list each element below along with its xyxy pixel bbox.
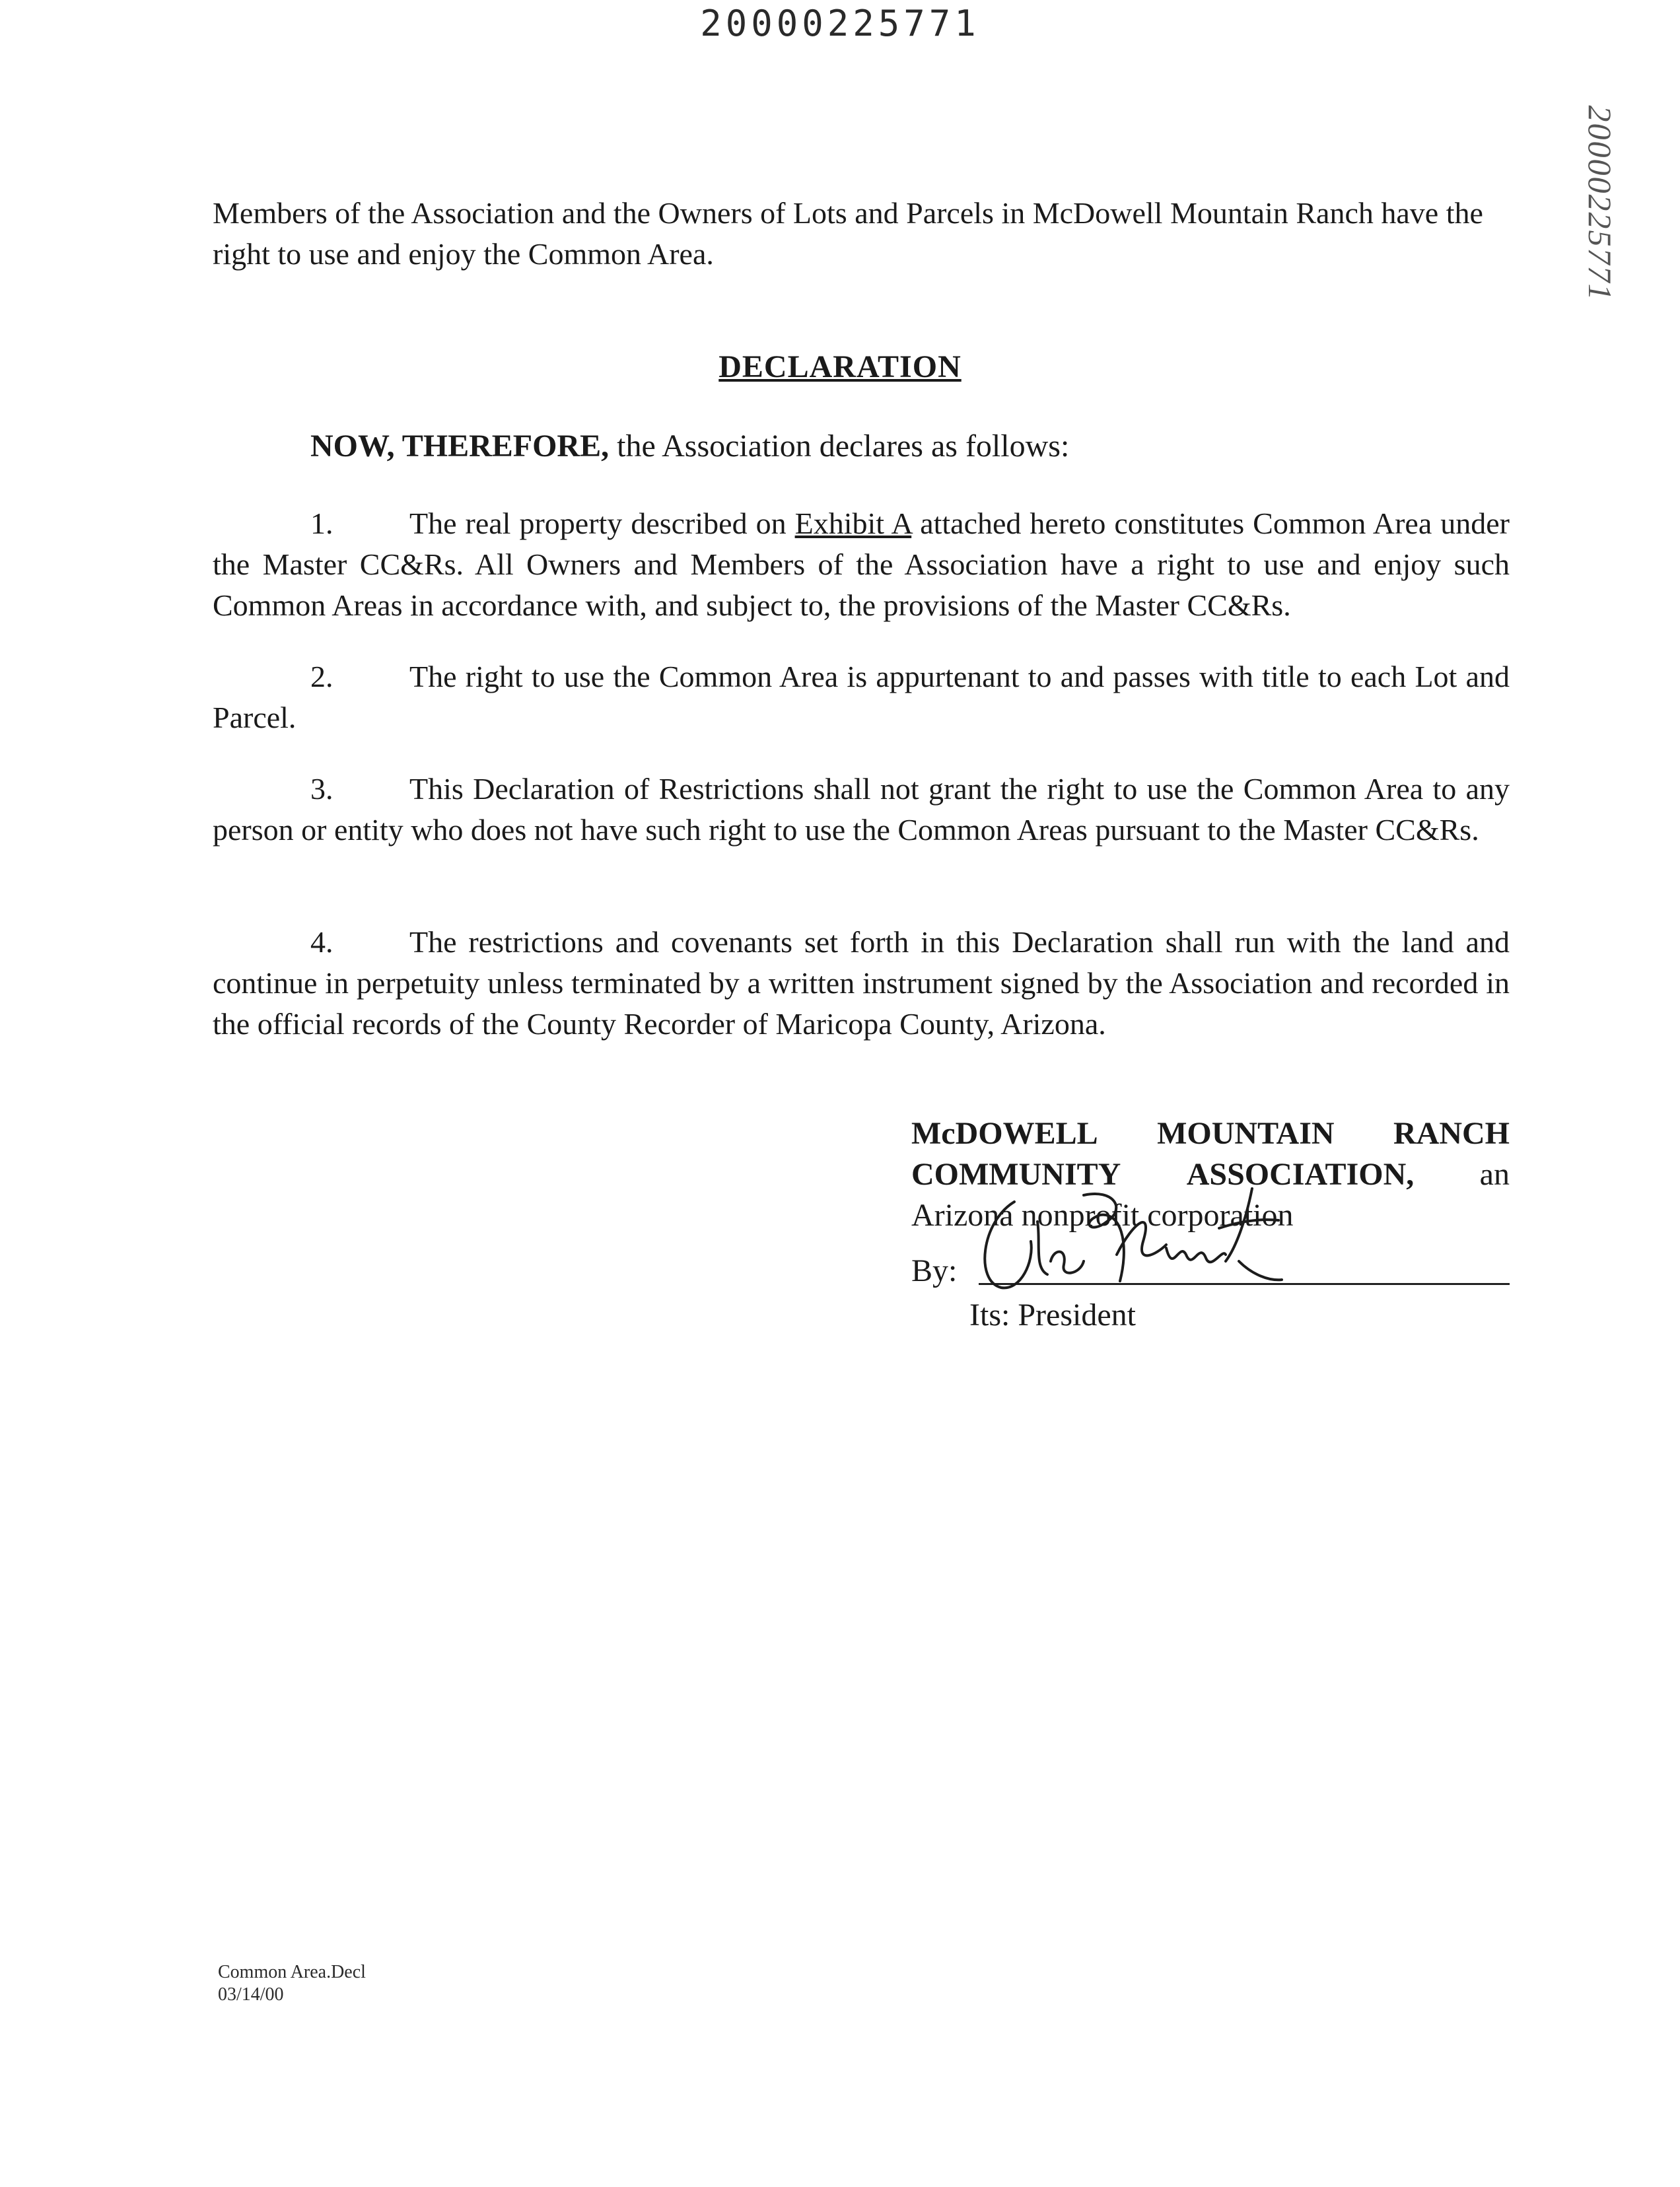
side-stamp-text: 20000225771 xyxy=(1582,105,1619,302)
paragraph-text: attached hereto constitutes Common Area under the Master CC&Rs. All Owners and Members of the Association have a right to use and enjoy such Common Areas in accordance with, and subject to, the provisions of the Master CC&Rs. xyxy=(213,506,1510,622)
paragraph-text: This Declaration of Restrictions shall not grant the right to use the Common Area to any person or entity who does not have such right to use the Common Areas pursuant to the Master CC&Rs. xyxy=(213,772,1510,847)
footer-date: 03/14/00 xyxy=(218,1984,284,2005)
paragraph-3 xyxy=(213,769,1510,850)
paragraph-1 xyxy=(213,503,1510,626)
intro-paragraph: Members of the Association and the Owners of Lots and Parcels in McDowell Mountain Ranch have the right to use and enjoy the Common Area. xyxy=(213,196,1483,271)
org-word: MOUNTAIN xyxy=(1157,1116,1335,1151)
signature-block xyxy=(911,1113,1510,1335)
paragraph-number: 4. xyxy=(310,925,333,959)
declaration-heading: DECLARATION xyxy=(718,349,962,384)
org-word: RANCH xyxy=(1393,1116,1510,1151)
document-number: 20000225771 xyxy=(700,3,980,44)
handwritten-signature xyxy=(975,1182,1285,1301)
org-name-line-1 xyxy=(911,1113,1510,1154)
org-word: ASSOCIATION, xyxy=(1186,1157,1415,1192)
paragraph-text: The right to use the Common Area is appurtenant to and passes with title to each Lot and Parcel. xyxy=(213,660,1510,734)
preamble xyxy=(310,428,1069,464)
by-label: By: xyxy=(911,1253,958,1288)
signature-line xyxy=(911,1243,1510,1296)
footer-file-name: Common Area.Decl xyxy=(218,1962,366,1982)
paragraph-text: The restrictions and covenants set forth in this Declaration shall run with the land and continue in perpetuity unless terminated by a written instrument signed by the Association and recorded in the official records of the County Recorder of Maricopa County, Arizona. xyxy=(213,925,1510,1041)
paragraph-4 xyxy=(213,922,1510,1045)
footer xyxy=(218,1961,366,2006)
paragraph-number: 2. xyxy=(310,660,333,693)
corporation-type: Arizona nonprofit corporation xyxy=(911,1198,1294,1233)
paragraph-text: The real property described on xyxy=(409,506,795,540)
org-word: McDOWELL xyxy=(911,1116,1098,1151)
paragraph-number: 1. xyxy=(310,506,333,540)
org-word: an xyxy=(1479,1157,1510,1192)
signer-title: Its: President xyxy=(969,1298,1136,1333)
paragraph-number: 3. xyxy=(310,772,333,806)
preamble-bold-lead: NOW, THEREFORE, xyxy=(310,429,610,464)
org-word: COMMUNITY xyxy=(911,1157,1121,1192)
paragraph-2 xyxy=(213,656,1510,738)
side-stamp xyxy=(1577,98,1623,309)
preamble-text: the Association declares as follows: xyxy=(609,429,1070,464)
exhibit-a-reference: Exhibit A xyxy=(794,506,912,540)
